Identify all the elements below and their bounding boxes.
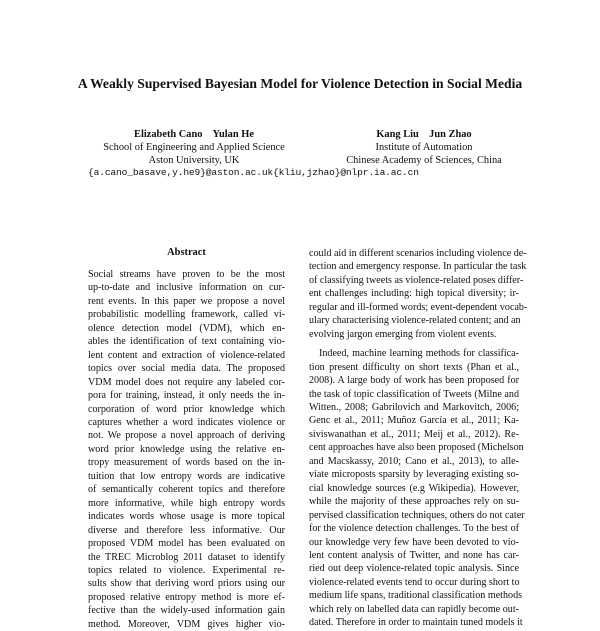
text-line: viate microposts sparsity by leveraging existing so-: [309, 469, 519, 481]
body-paragraph-2: [309, 347, 525, 630]
text-line: method. Moreover, VDM gives higher vio-: [88, 618, 285, 630]
text-line: ulary characterising violence-related content; and an: [309, 315, 521, 327]
text-line: captures whether a word indicates violence or: [88, 416, 285, 428]
text-line: sults show that deriving word priors using our: [88, 578, 285, 590]
text-line: Indeed, machine learning methods for classifica-: [319, 348, 519, 360]
text-line: siviswanathan et al., 2011; Meij et al., 2012). Re-: [309, 428, 519, 440]
text-line: cial knowledge sources (e.g Wikipedia). However,: [309, 482, 519, 494]
text-line: Genc et al., 2011; Muñoz García et al., 2011; Ka-: [309, 415, 519, 427]
text-line: tion present difficulty on short texts (Phan et al.,: [309, 361, 519, 373]
text-line: rent events. In this paper we propose a novel: [88, 295, 285, 307]
abstract-heading: Abstract: [167, 247, 206, 258]
text-line: Witten., 2008; Gabrilovich and Markovitch, 2006;: [309, 401, 519, 413]
institution-left: Aston University, UK: [148, 155, 240, 167]
right-column: [309, 247, 528, 630]
text-line: tuition that low entropy words are indicative: [88, 470, 285, 482]
text-line: word prior knowledge using the relative en-: [88, 443, 285, 455]
text-line: pervised classification techniques, others do not cater: [309, 509, 525, 521]
text-line: could aid in different scenarios including violence de-: [309, 248, 527, 259]
text-line: medium life spans, traditional classification methods: [309, 590, 523, 602]
text-line: violence-related events tend to occur during short to: [309, 576, 520, 588]
abstract-body: [88, 268, 285, 631]
text-line: corporation of word prior knowledge which: [88, 403, 285, 415]
text-line: Social streams have proven to be the most: [88, 269, 285, 280]
affiliation-right: Institute of Automation: [375, 142, 473, 154]
text-line: lent content analysis of Twitter, and none has car-: [309, 549, 519, 561]
text-line: more informative, while high entropy words: [88, 497, 285, 509]
text-line: ent challenges including: high topical diversity; ir-: [309, 288, 519, 300]
text-line: our knowledge very few have been devoted to vio-: [309, 536, 519, 548]
text-line: ables the identification of text containing vio-: [88, 336, 285, 348]
author-names-left: Elizabeth Cano Yulan He: [134, 129, 254, 140]
text-line: tection and emergency response. In particular the task: [309, 261, 527, 273]
text-line: pora for training, instead, it only needs the in-: [88, 390, 285, 402]
text-line: fective than the widely-used information gain: [88, 605, 285, 617]
text-line: of classifying tweets as violence-related poses differ-: [309, 274, 524, 286]
text-line: indicates words whose usage is more topical: [88, 511, 285, 523]
author-block-right: [300, 128, 548, 168]
text-line: olence detection model (VDM), which en-: [88, 322, 285, 334]
text-line: the TREC Microblog 2011 dataset to identify: [88, 551, 285, 563]
text-line: ried out deep violence-related topic analysis. Since: [309, 563, 519, 575]
text-line: VDM model does not require any labeled cor-: [88, 376, 285, 388]
author-block-left: [70, 128, 318, 168]
text-line: up-to-date and inclusive information on cur-: [88, 282, 285, 294]
text-line: dated. Therefore in order to maintain tuned models it: [309, 617, 523, 629]
text-line: proposed VDM model has been evaluated on: [88, 538, 285, 550]
text-line: lent content and extraction of violence-related: [88, 349, 285, 361]
text-line: probabilistic modelling framework, called vi-: [88, 309, 285, 321]
author-names-right: Kang Liu Jun Zhao: [376, 129, 472, 140]
text-line: topics over social media data. The proposed: [88, 363, 285, 375]
affiliation-left: School of Engineering and Applied Science: [103, 142, 285, 154]
text-line: evolving jargon emerging from violent events.: [309, 328, 497, 340]
text-line: cent approaches have also been proposed (Michelson: [309, 442, 524, 454]
text-line: not. We propose a novel approach of deriving: [88, 430, 285, 442]
author-emails: {a.cano_basave,y.he9}@aston.ac.uk{kliu,jzhao}@nlpr.ia.ac.cn: [88, 167, 419, 178]
text-line: tropy measurement of words based on the in-: [88, 457, 285, 469]
text-line: diverse and therefore less informative. Our: [88, 524, 285, 536]
text-line: which rely on labelled data can rapidly become out-: [309, 603, 519, 615]
text-line: the task of topic classification of Tweets (Milne and: [309, 388, 519, 400]
text-line: of semantically coherent topics and therefore: [88, 484, 285, 496]
text-line: 2008). A large body of work has been proposed for: [309, 375, 519, 387]
text-line: proposed relative entropy method is more ef-: [88, 591, 285, 603]
paper-title: A Weakly Supervised Bayesian Model for Violence Detection in Social Media: [77, 76, 523, 91]
text-line: topics related to violence. Experimental re-: [88, 564, 285, 576]
text-line: regular and ill-formed words; event-dependent vocab-: [309, 301, 528, 313]
text-line: while the majority of these approaches rely on su-: [309, 496, 519, 508]
text-line: for the violence detection challenges. To the best of: [309, 523, 519, 535]
institution-right: Chinese Academy of Sciences, China: [346, 155, 502, 167]
body-paragraph-1: [309, 247, 528, 341]
text-line: and Macskassy, 2010; Cano et al., 2013), to alle-: [309, 455, 519, 467]
